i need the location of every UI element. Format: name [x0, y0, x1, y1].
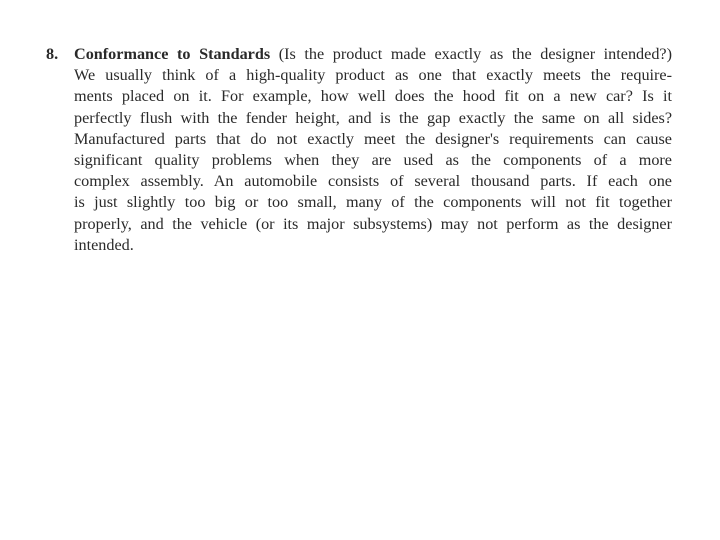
paragraph-line-1	[74, 44, 672, 65]
paragraph-line-7: complex assembly. An automobile consists of several thousand parts. If each one	[74, 172, 672, 191]
item-number: 8.	[46, 45, 59, 63]
heading-question: (Is the product made exactly as the designer intended?)	[270, 45, 672, 63]
item-heading: Conformance to Standards	[74, 45, 271, 63]
paragraph-line-8: is just slightly too big or too small, many of the components will not fit together	[74, 193, 672, 212]
paragraph-line-9: properly, and the vehicle (or its major subsystems) may not perform as the designer	[74, 214, 672, 233]
paragraph-line-4: perfectly flush with the fender height, and is the gap exactly the same on all sides?	[74, 108, 672, 127]
paragraph-line-10: intended.	[74, 235, 134, 254]
paragraph-line-2: We usually think of a high-quality product as one that exactly meets the require-	[74, 66, 672, 85]
paragraph-line-3: ments placed on it. For example, how well does the hood fit on a new car? Is it	[74, 87, 672, 106]
paragraph-line-6: significant quality problems when they are used as the components of a more	[74, 151, 672, 170]
numbered-item	[46, 44, 672, 256]
paragraph-line-5: Manufactured parts that do not exactly meet the designer's requirements can cause	[74, 129, 672, 148]
item-body	[74, 44, 672, 256]
